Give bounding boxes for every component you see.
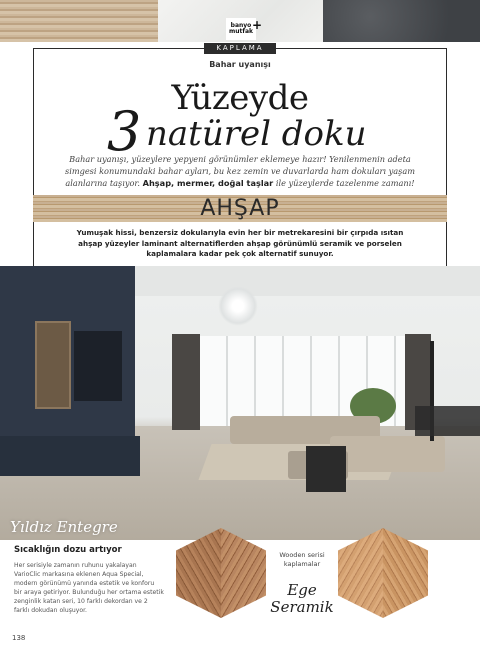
wood-tile-dark <box>176 528 266 618</box>
curtain-left <box>172 334 200 430</box>
logo-plus: + <box>251 18 262 32</box>
magazine-logo <box>226 18 262 40</box>
title-number: 3 <box>107 100 142 163</box>
tv-panel <box>74 331 122 401</box>
bookshelf <box>35 321 71 409</box>
bottom-heading: Sıcaklığın dozu artıyor <box>14 545 122 555</box>
brand-name-line-2: Seramik <box>270 598 334 616</box>
tile-caption: Wooden serisi kaplamalar <box>279 551 325 568</box>
brand-name-line-1: Ege <box>287 581 317 599</box>
interior-photo <box>0 266 480 540</box>
intro-highlight: Ahşap, mermer, doğal taşlar <box>142 178 274 188</box>
title-line-1: Yüzeyde <box>171 78 309 118</box>
stone-swatch <box>323 0 480 42</box>
wood-tile-light <box>338 528 428 618</box>
title-line-2: natürel doku <box>146 114 367 154</box>
intro-text-2: ile yüzeylerde tazelenme zamanı! <box>275 178 415 188</box>
wood-swatch <box>0 0 158 42</box>
section-lead: Yumuşak hissi, benzersiz dokularıyla evin her bir metrekaresini bir çırpıda ısıtan ahşap yüzeyler laminant alternatiflerden ahşap görünümlü seramik ve porselen kaplamalara kadar pek çok alternatif sunuyor. <box>76 228 404 258</box>
photo-brand-label: Yıldız Entegre <box>10 518 118 536</box>
category-badge: KAPLAMA <box>204 43 276 54</box>
logo-line-2: mutfak <box>228 28 254 35</box>
section-title: AHŞAP <box>200 196 280 221</box>
intro-text-1: Bahar uyanışı, yüzeylere yepyeni görünümler eklemeye hazır! Yenilenmenin adeta simgesi konumundaki bahar ayları, bu kez zemin ve duvarlarda ham dokuları yaşam alanlarına taşıyor. <box>65 154 415 188</box>
logo-line-1: banyo <box>230 22 252 29</box>
page-number: 138 <box>12 634 26 642</box>
chandelier <box>218 286 258 326</box>
kicker: Bahar uyanışı <box>209 60 271 69</box>
side-table <box>306 446 346 492</box>
intro-paragraph <box>60 153 420 189</box>
dining-set <box>415 406 480 436</box>
tv-cabinet <box>0 436 140 476</box>
bottom-paragraph: Her serisiyle zamanın ruhunu yakalayan VarioClic markasına eklenen Aqua Special, modern görünümü yanında estetik ve konforu bir araya getiriyor. Bulunduğu her ortama estetik zenginlik katan seri, 10 farklı dekordan ve 2 farklı dokudan oluşuyor. <box>14 562 164 615</box>
